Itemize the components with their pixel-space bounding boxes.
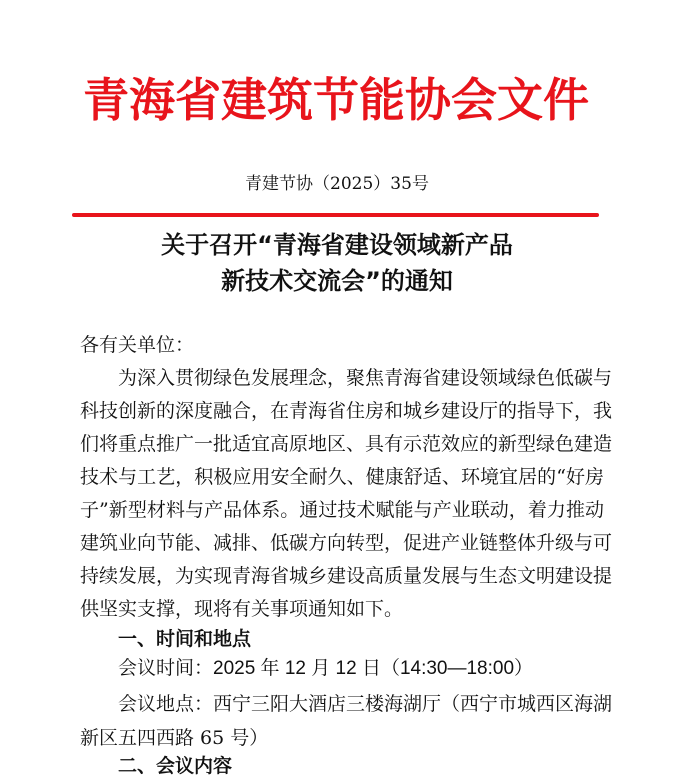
intro-line: 供坚实支撑，现将有关事项通知如下。 — [80, 598, 404, 620]
red-divider — [72, 213, 599, 217]
meeting-time-value: 2025 年 12 月 12 日（14:30—18:00） — [213, 658, 534, 679]
intro-line: 建筑业向节能、减排、低碳方向转型，促进产业链整体升级与可 — [80, 532, 613, 554]
meeting-time — [118, 656, 533, 680]
meeting-place-line-2: 新区五四西路 65 号） — [80, 727, 269, 749]
intro-line: 持续发展，为实现青海省城乡建设高质量发展与生态文明建设提 — [80, 565, 613, 587]
salutation: 各有关单位： — [80, 334, 195, 356]
intro-line: 们将重点推广一批适宜高原地区、具有示范效应的新型绿色建造 — [80, 433, 613, 455]
meeting-place-line-1: 会议地点：西宁三阳大酒店三楼海湖厅（西宁市城西区海湖 — [118, 693, 613, 715]
section-heading-time-place: 一、时间和地点 — [118, 628, 252, 650]
notice-title-line-1: 关于召开“青海省建设领域新产品 — [161, 231, 513, 259]
issuing-org-title: 青海省建筑节能协会文件 — [83, 73, 589, 127]
section-heading-content: 二、会议内容 — [118, 755, 233, 777]
intro-line: 为深入贯彻绿色发展理念，聚焦青海省建设领域绿色低碳与 — [118, 367, 613, 389]
intro-line: 科技创新的深度融合，在青海省住房和城乡建设厅的指导下，我 — [80, 400, 613, 422]
document-number: 青建节协（2025）35号 — [245, 174, 429, 194]
intro-line: 子”新型材料与产品体系。通过技术赋能与产业联动，着力推动 — [80, 499, 604, 521]
intro-line: 技术与工艺，积极应用安全耐久、健康舒适、环境宜居的“好房 — [80, 466, 604, 488]
meeting-time-label: 会议时间： — [118, 657, 214, 679]
notice-title-line-2: 新技术交流会”的通知 — [221, 267, 453, 295]
